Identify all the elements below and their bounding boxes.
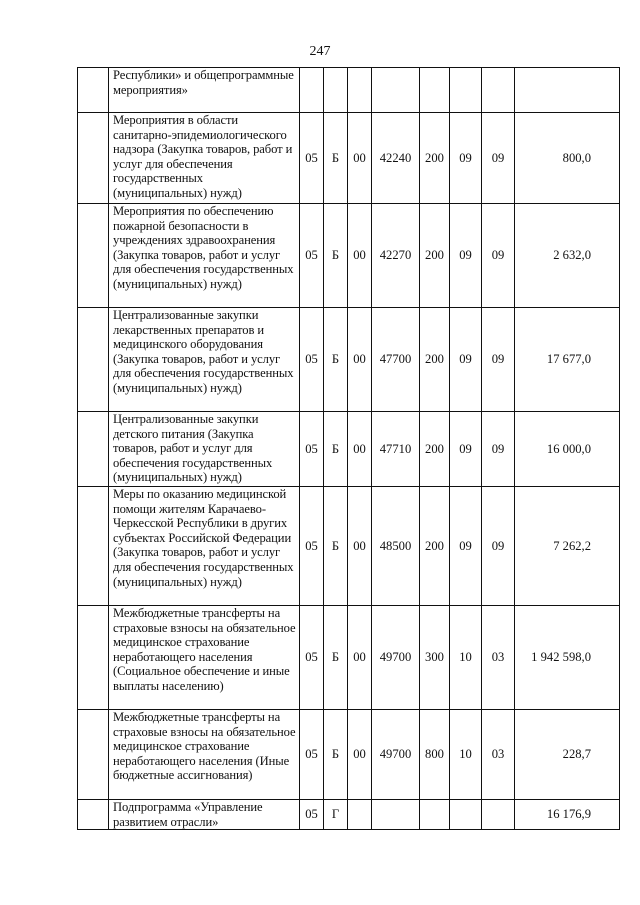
expense-type-code: 300 <box>420 606 450 710</box>
chapter-code: 09 <box>450 308 482 412</box>
row-blank-cell <box>78 68 109 113</box>
table-row <box>78 606 620 710</box>
table-row <box>78 113 620 204</box>
table-row <box>78 68 620 113</box>
row-amount: 1 942 598,0 <box>515 606 620 710</box>
expense-type-code: 200 <box>420 113 450 204</box>
row-name: Централизованные закупки детского питания (Закупка товаров, работ и услуг для обеспечения государственных (муниципальных) нужд) <box>109 412 300 487</box>
expense-type-code: 200 <box>420 204 450 308</box>
program-code <box>324 68 348 113</box>
row-name: Межбюджетные трансферты на страховые взносы на обязательное медицинское страхование неработающего населения (Иные бюджетные ассигнования) <box>109 710 300 800</box>
row-blank-cell <box>78 800 109 830</box>
expense-type-code <box>420 800 450 830</box>
row-name: Централизованные закупки лекарственных препаратов и медицинского оборудования (Закупка товаров, работ и услуг для обеспечения государственных (муниципальных) нужд) <box>109 308 300 412</box>
chapter-code <box>450 800 482 830</box>
subprogram-code: 00 <box>348 487 372 606</box>
row-blank-cell <box>78 113 109 204</box>
section-code: 05 <box>300 800 324 830</box>
section-code <box>300 68 324 113</box>
row-amount: 16 000,0 <box>515 412 620 487</box>
budget-table <box>77 67 620 830</box>
section-code: 05 <box>300 113 324 204</box>
section-code: 05 <box>300 412 324 487</box>
program-code: Г <box>324 800 348 830</box>
row-amount: 800,0 <box>515 113 620 204</box>
expense-type-code: 800 <box>420 710 450 800</box>
row-blank-cell <box>78 710 109 800</box>
article-code: 49700 <box>372 710 420 800</box>
row-amount: 17 677,0 <box>515 308 620 412</box>
row-name: Подпрограмма «Управление развитием отрасли» <box>109 800 300 830</box>
article-code: 42240 <box>372 113 420 204</box>
chapter-code: 09 <box>450 113 482 204</box>
program-code: Б <box>324 113 348 204</box>
table-row <box>78 710 620 800</box>
chapter-code: 10 <box>450 710 482 800</box>
section-code: 05 <box>300 308 324 412</box>
expense-type-code: 200 <box>420 308 450 412</box>
subprogram-code: 00 <box>348 308 372 412</box>
subsection-code <box>482 68 515 113</box>
subsection-code: 03 <box>482 606 515 710</box>
row-name: Мероприятия по обеспечению пожарной безопасности в учреждениях здравоохранения (Закупка товаров, работ и услуг для обеспечения государственных (муниципальных) нужд) <box>109 204 300 308</box>
section-code: 05 <box>300 710 324 800</box>
program-code: Б <box>324 710 348 800</box>
expense-type-code: 200 <box>420 487 450 606</box>
subsection-code: 09 <box>482 204 515 308</box>
article-code: 47700 <box>372 308 420 412</box>
row-name: Меры по оказанию медицинской помощи жителям Карачаево-Черкесской Республики в других субъектах Российской Федерации (Закупка товаров, работ и услуг для обеспечения государственных (муниципальных) нужд) <box>109 487 300 606</box>
subprogram-code: 00 <box>348 606 372 710</box>
chapter-code: 09 <box>450 204 482 308</box>
chapter-code <box>450 68 482 113</box>
subprogram-code <box>348 800 372 830</box>
subprogram-code: 00 <box>348 412 372 487</box>
row-amount <box>515 68 620 113</box>
page-number: 247 <box>309 44 331 59</box>
subsection-code: 09 <box>482 113 515 204</box>
program-code: Б <box>324 487 348 606</box>
subprogram-code: 00 <box>348 710 372 800</box>
row-name: Республики» и общепрограммные мероприятия» <box>109 68 300 113</box>
subsection-code <box>482 800 515 830</box>
row-name: Мероприятия в области санитарно-эпидемиологического надзора (Закупка товаров, работ и услуг для обеспечения государственных (муниципальных) нужд) <box>109 113 300 204</box>
program-code: Б <box>324 606 348 710</box>
chapter-code: 10 <box>450 606 482 710</box>
program-code: Б <box>324 308 348 412</box>
table-row <box>78 487 620 606</box>
subsection-code: 09 <box>482 412 515 487</box>
article-code: 47710 <box>372 412 420 487</box>
article-code: 42270 <box>372 204 420 308</box>
subprogram-code: 00 <box>348 113 372 204</box>
table-row <box>78 204 620 308</box>
table-row <box>78 800 620 830</box>
table-row <box>78 308 620 412</box>
chapter-code: 09 <box>450 487 482 606</box>
row-amount: 16 176,9 <box>515 800 620 830</box>
row-blank-cell <box>78 308 109 412</box>
subprogram-code <box>348 68 372 113</box>
article-code <box>372 800 420 830</box>
subsection-code: 03 <box>482 710 515 800</box>
article-code: 48500 <box>372 487 420 606</box>
subprogram-code: 00 <box>348 204 372 308</box>
row-blank-cell <box>78 204 109 308</box>
article-code: 49700 <box>372 606 420 710</box>
row-blank-cell <box>78 606 109 710</box>
row-amount: 7 262,2 <box>515 487 620 606</box>
expense-type-code <box>420 68 450 113</box>
subsection-code: 09 <box>482 308 515 412</box>
program-code: Б <box>324 412 348 487</box>
row-blank-cell <box>78 487 109 606</box>
section-code: 05 <box>300 606 324 710</box>
section-code: 05 <box>300 487 324 606</box>
table-row <box>78 412 620 487</box>
row-name: Межбюджетные трансферты на страховые взносы на обязательное медицинское страхование неработающего населения (Социальное обеспечение и иные выплаты населению) <box>109 606 300 710</box>
row-amount: 228,7 <box>515 710 620 800</box>
section-code: 05 <box>300 204 324 308</box>
expense-type-code: 200 <box>420 412 450 487</box>
row-blank-cell <box>78 412 109 487</box>
chapter-code: 09 <box>450 412 482 487</box>
article-code <box>372 68 420 113</box>
row-amount: 2 632,0 <box>515 204 620 308</box>
program-code: Б <box>324 204 348 308</box>
subsection-code: 09 <box>482 487 515 606</box>
